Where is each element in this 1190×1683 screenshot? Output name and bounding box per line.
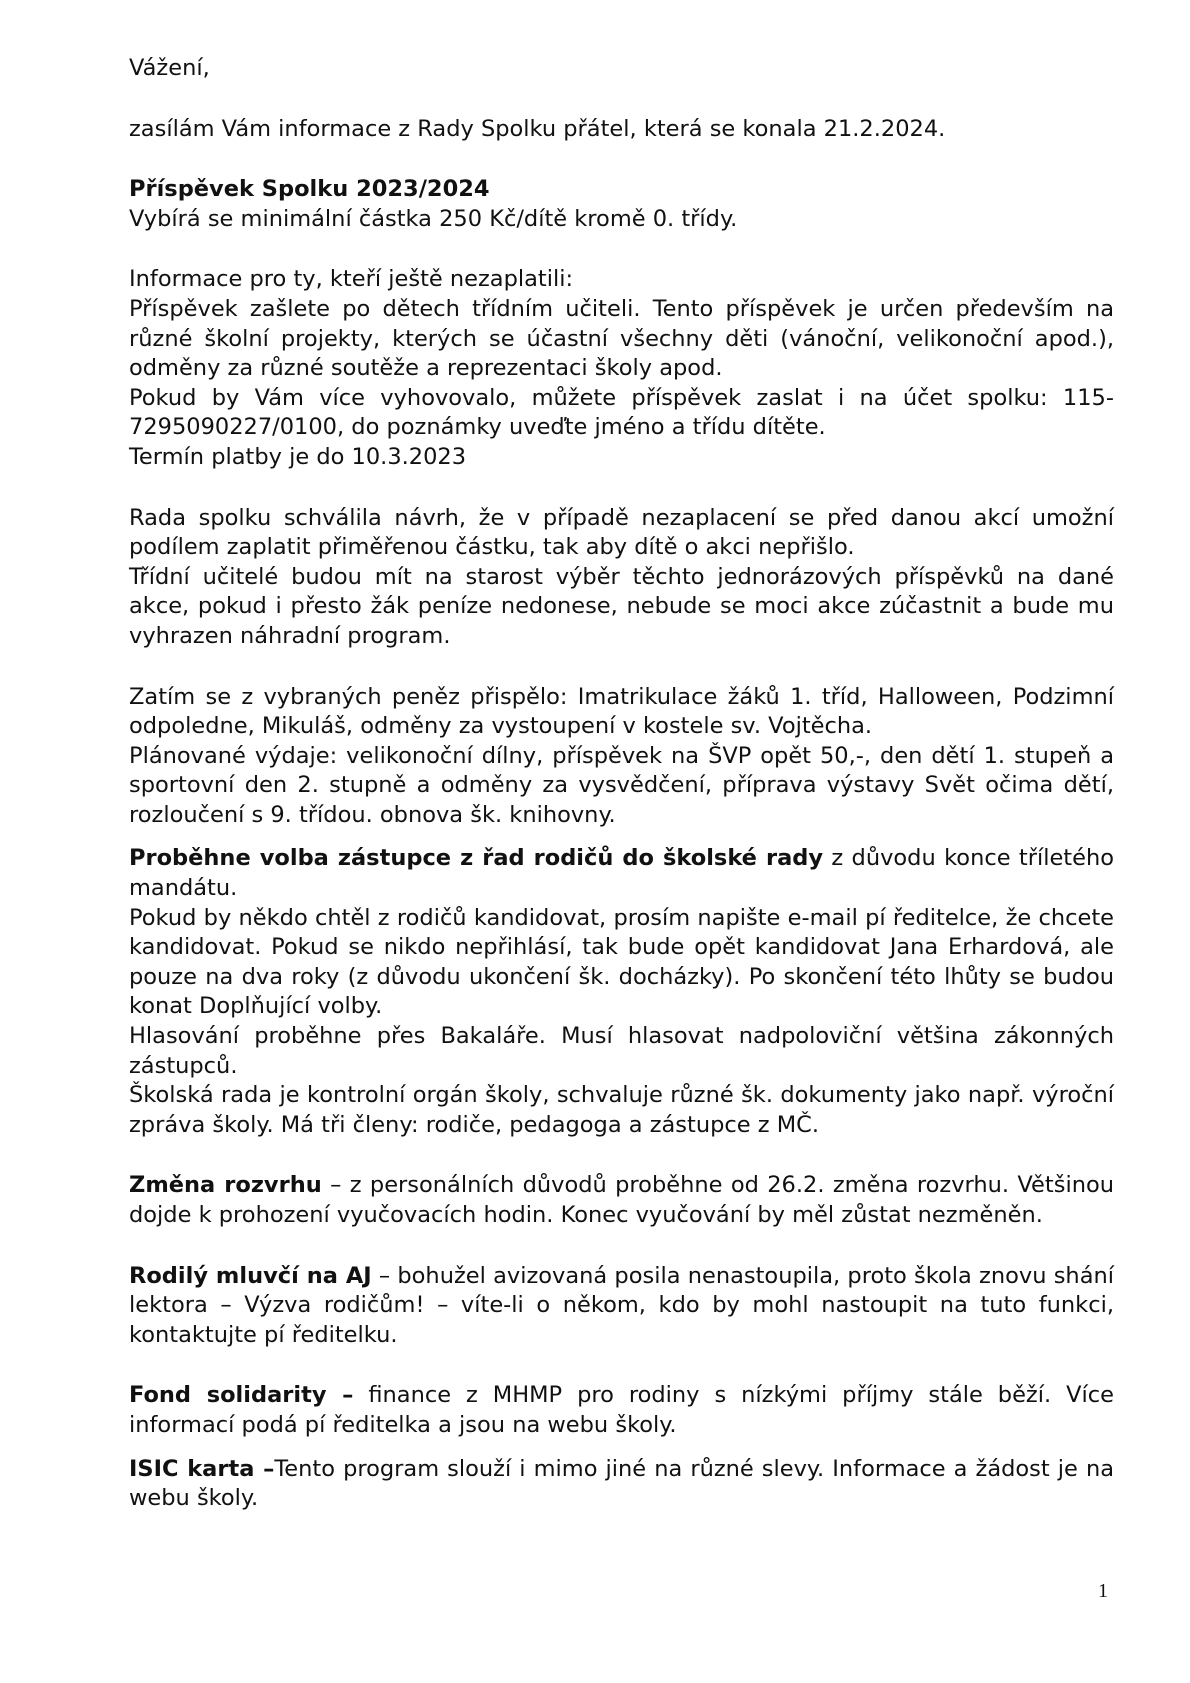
isic-card-paragraph: ISIC karta –Tento program slouží i mimo jiné na různé slevy. Informace a žádost je na webu školy. (129, 1455, 1114, 1512)
native-speaker-paragraph: Rodilý mluvčí na AJ – bohužel avizovaná posila nenastoupila, proto škola znovu shání lektora – Výzva rodičům! – víte-li o někom, kdo by mohl nastoupit na tuto funkci, kontaktujte pí ředitelku. (129, 1262, 1114, 1348)
contribution-deadline: Termín platby je do 10.3.2023 (129, 443, 467, 470)
school-board-heading: Proběhne volba zástupce z řad rodičů do školské rady z důvodu konce tříletého mandátu. (129, 845, 1114, 902)
contribution-account: Pokud by Vám více vyhovovalo, můžete příspěvek zaslat i na účet spolku: 115-7295090227/0100, do poznámky uveďte jméno a třídu dítěte. (129, 384, 1114, 441)
unpaid-heading: Informace pro ty, kteří ještě nezaplatili: (129, 266, 574, 293)
intro-paragraph: zasílám Vám informace z Rady Spolku přátel, která se konala 21.2.2024. (129, 115, 946, 142)
council-collection-paragraph: Třídní učitelé budou mít na starost výběr těchto jednorázových příspěvků na dané akce, pokud i přesto žák peníze nedonese, nebude se moci akce zúčastnit a bude mu vyhrazen náhradní program. (129, 563, 1114, 649)
spending-so-far: Zatím se z vybraných peněz přispělo: Imatrikulace žáků 1. tříd, Halloween, Podzimní odpoledne, Mikuláš, odměny za vystoupení v kostele sv. Vojtěcha. (129, 683, 1114, 740)
schedule-change-paragraph: Změna rozvrhu – z personálních důvodů proběhne od 26.2. změna rozvrhu. Většinou dojde k prohození vyučovacích hodin. Konec vyučování by měl zůstat nezměněn. (129, 1172, 1114, 1228)
school-board-candidacy: Pokud by někdo chtěl z rodičů kandidovat, prosím napište e-mail pí ředitelce, že chcete kandidovat. Pokud se nikdo nepřihlásí, tak bude opět kandidovat Jana Erhardová, ale pouze na dva roky (z důvodu ukončení šk. docházky). Po skončení této lhůty se budou konat Doplňující volby. (129, 904, 1114, 1020)
spending-planned: Plánované výdaje: velikonoční dílny, příspěvek na ŠVP opět 50,-, den dětí 1. stupeň a sportovní den 2. stupně a odměny za vysvědčení, příprava výstavy Svět očima dětí, rozloučení s 9. třídou. obnova šk. knihovny. (129, 742, 1114, 828)
school-board-voting: Hlasování proběhne přes Bakaláře. Musí hlasovat nadpoloviční většina zákonných zástupců. (129, 1023, 1114, 1079)
contribution-purpose: Příspěvek zašlete po dětech třídním učiteli. Tento příspěvek je určen především na různé školní projekty, kterých se účastní všechny děti (vánoční, velikonoční apod.), odměny za různé soutěže a reprezentaci školy apod. (129, 295, 1114, 382)
contribution-amount: Vybírá se minimální částka 250 Kč/dítě kromě 0. třídy. (129, 205, 738, 232)
contribution-heading: Příspěvek Spolku 2023/2024 (129, 176, 490, 203)
school-board-description: Školská rada je kontrolní orgán školy, schvaluje různé šk. dokumenty jako např. výroční zpráva školy. Má tři členy: rodiče, pedagoga a zástupce z MČ. (129, 1082, 1114, 1138)
page-number: 1 (1098, 1580, 1108, 1602)
greeting: Vážení, (129, 55, 210, 81)
solidarity-fund-paragraph: Fond solidarity – finance z MHMP pro rodiny s nízkými příjmy stále běží. Více informací podá pí ředitelka a jsou na webu školy. (129, 1382, 1114, 1438)
document-page (129, 54, 1114, 1514)
council-decision-paragraph: Rada spolku schválila návrh, že v případě nezaplacení se před danou akcí umožní podílem zaplatit přiměřenou částku, tak aby dítě o akci nepřišlo. (129, 504, 1114, 561)
